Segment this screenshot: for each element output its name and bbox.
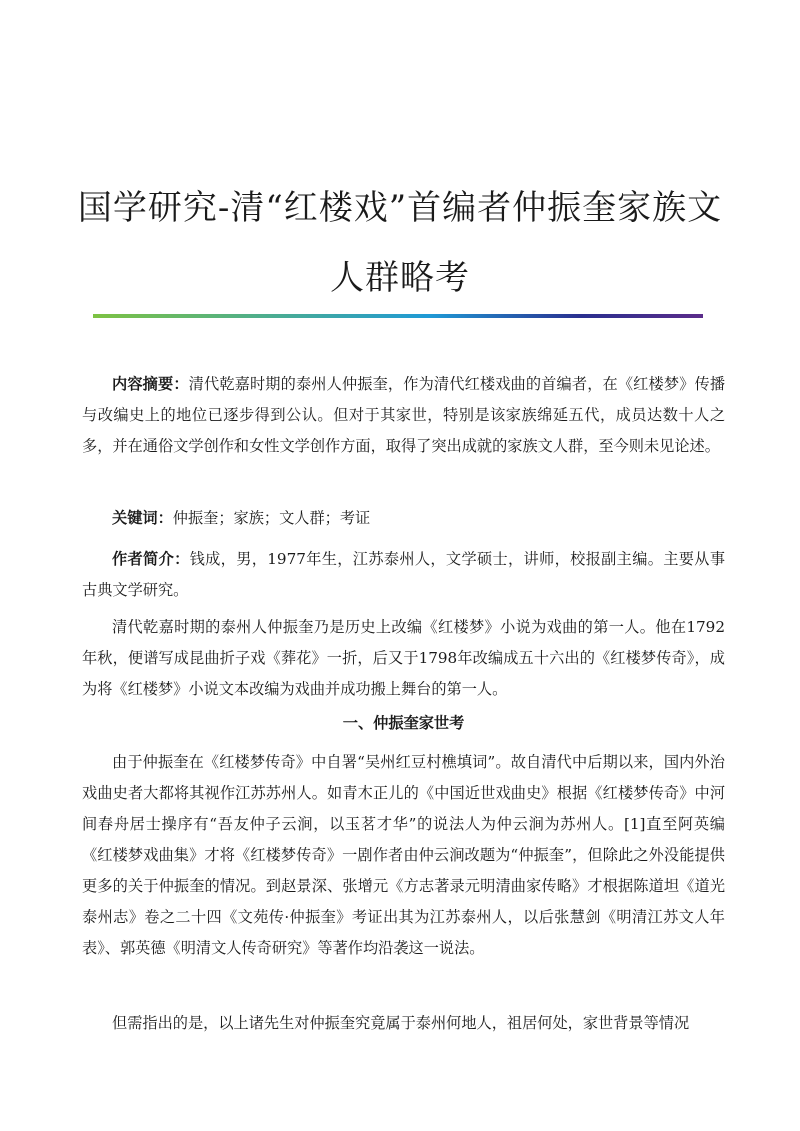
section-paragraph-1: 由于仲振奎在《红楼梦传奇》中自署“吴州红豆村樵填词”。故自清代中后期以来，国内外治戏曲史者大都将其视作江苏苏州人。如青木正儿的《中国近世戏曲史》根据《红楼梦传奇》中河间春舟居士操序有“吾友仲子云涧，以玉茗才华”的说法人为仲云涧为苏州人。[1]直至阿英编《红楼梦戏曲集》才将《红楼梦传奇》一剧作者由仲云涧改题为“仲振奎”，但除此之外没能提供更多的关于仲振奎的情况。到赵景深、张增元《方志著录元明清曲家传略》才根据陈道坦《道光泰州志》卷之二十四《文苑传·仲振奎》考证出其为江苏泰州人，以后张慧剑《明清江苏文人年表》、郭英德《明清文人传奇研究》等著作均沿袭这一说法。 bbox=[82, 753, 725, 957]
abstract-label: 内容摘要： bbox=[112, 375, 189, 393]
author-text: 钱成，男，1977年生，江苏泰州人，文学硕士，讲师，校报副主编。主要从事古典文学研究。 bbox=[82, 550, 726, 599]
keywords-paragraph bbox=[82, 503, 725, 534]
abstract-paragraph bbox=[82, 369, 725, 462]
keywords-label: 关键词： bbox=[112, 509, 173, 527]
intro-paragraph: 清代乾嘉时期的泰州人仲振奎乃是历史上改编《红楼梦》小说为戏曲的第一人。他在1792年秋，便谱写成昆曲折子戏《葬花》一折，后又于1798年改编成五十六出的《红楼梦传奇》，成为将《红楼梦》小说文本改编为戏曲并成功搬上舞台的第一人。 bbox=[82, 618, 725, 698]
title-divider bbox=[93, 314, 703, 318]
section-heading: 一、仲振奎家世考 bbox=[342, 714, 465, 732]
intro-block bbox=[82, 612, 725, 705]
section-body-block bbox=[82, 747, 725, 964]
author-block bbox=[82, 544, 725, 606]
title-line-1: 国学研究-清“红楼戏”首编者仲振奎家族文 bbox=[77, 187, 723, 228]
section-body-block-2 bbox=[82, 1008, 725, 1039]
section-heading-block bbox=[82, 708, 725, 739]
author-paragraph bbox=[82, 544, 725, 606]
abstract-block bbox=[82, 369, 725, 462]
document-title bbox=[60, 173, 740, 313]
section-paragraph-2: 但需指出的是，以上诸先生对仲振奎究竟属于泰州何地人，祖居何处，家世背景等情况 bbox=[112, 1014, 690, 1032]
keywords-block bbox=[82, 503, 725, 534]
abstract-text: 清代乾嘉时期的泰州人仲振奎，作为清代红楼戏曲的首编者，在《红楼梦》传播与改编史上的地位已逐步得到公认。但对于其家世，特别是该家族绵延五代，成员达数十人之多，并在通俗文学创作和女性文学创作方面，取得了突出成就的家族文人群，至今则未见论述。 bbox=[82, 375, 726, 455]
author-label: 作者简介： bbox=[112, 550, 190, 568]
title-line-2: 人群略考 bbox=[330, 257, 470, 298]
keywords-text: 仲振奎；家族；文人群；考证 bbox=[172, 509, 371, 527]
